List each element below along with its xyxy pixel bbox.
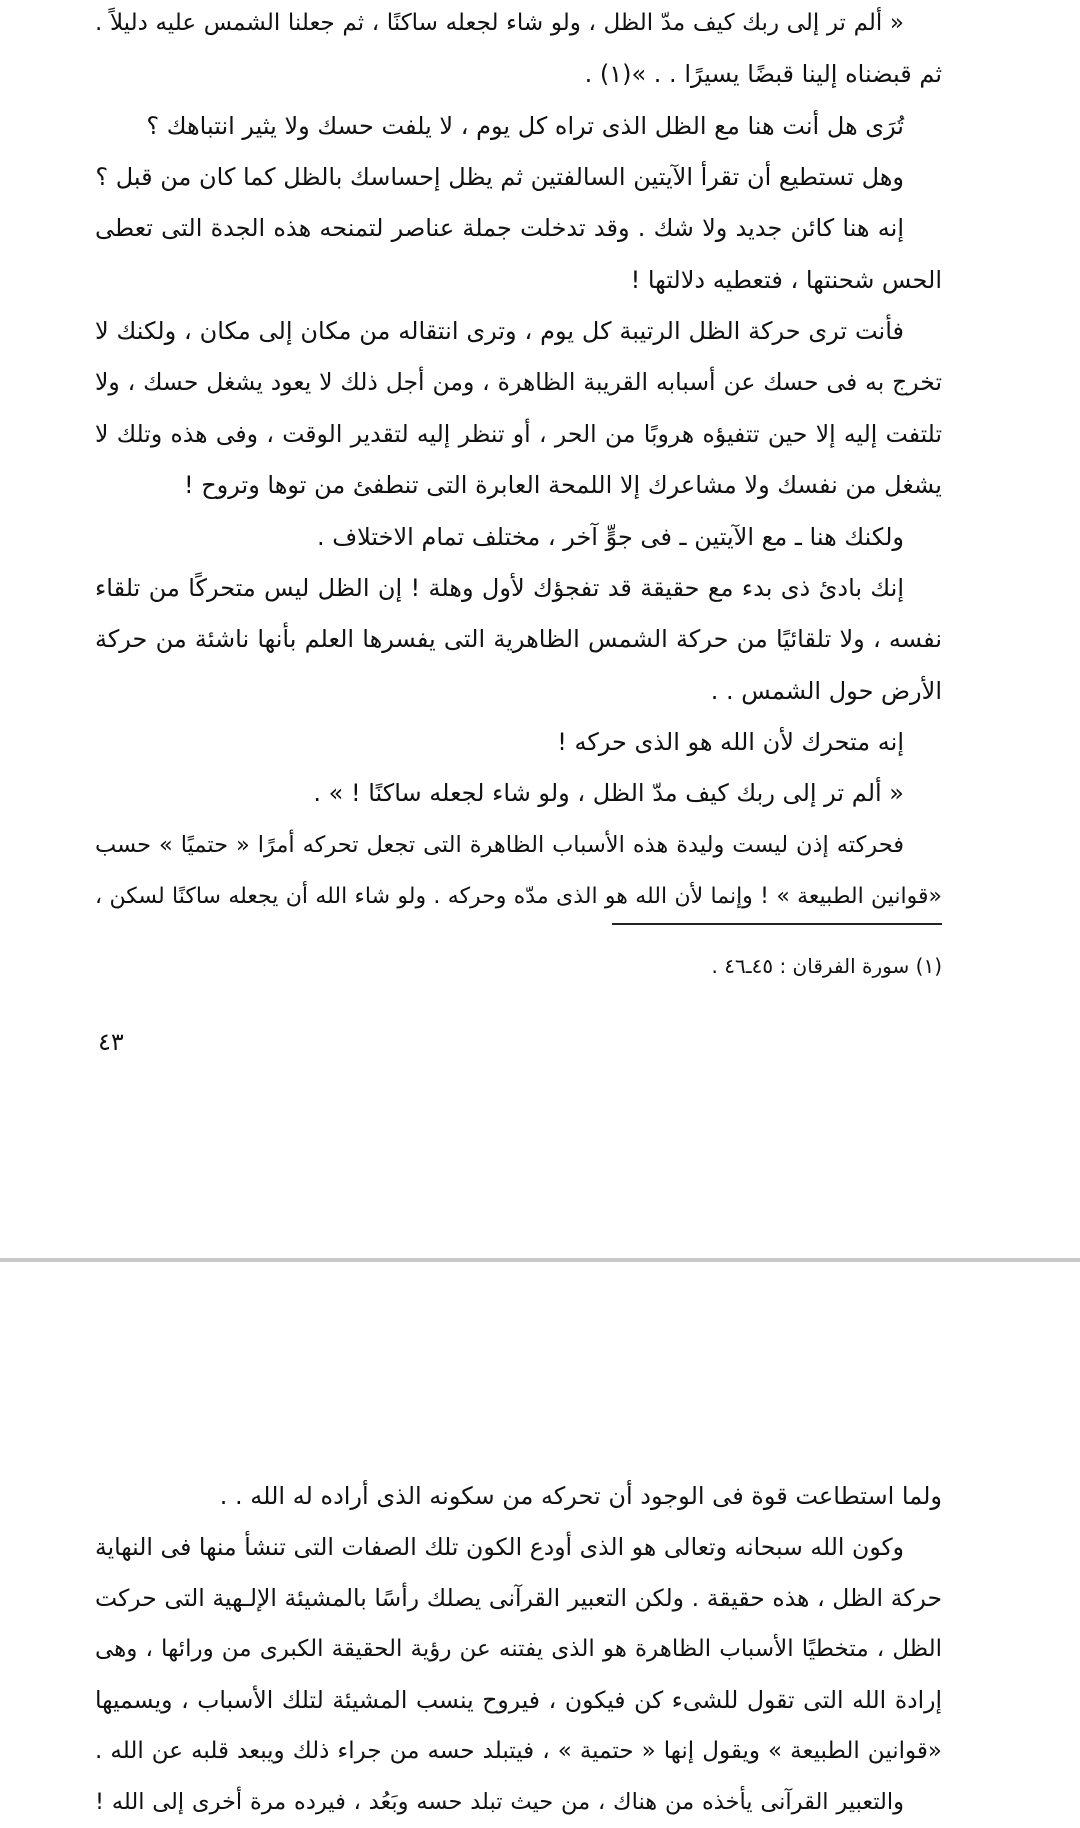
text-line: إنه متحرك لأن الله هو الذى حركه ! xyxy=(557,727,904,756)
page-number: ٤٣ xyxy=(98,1028,124,1056)
text-line: ثم قبضناه إلينا قبضًا يسيرًا . . »(١) . xyxy=(584,60,942,89)
text-line: الأرض حول الشمس . . xyxy=(710,676,942,705)
text-line: الحس شحنتها ، فتعطيه دلالتها ! xyxy=(630,265,942,294)
text-line: «قوانين الطبيعة » ! وإنما لأن الله هو الذى مدّه وحركه . ولو شاء الله أن يجعله ساكنًا لسكن ، xyxy=(95,883,942,909)
text-line: إنه هنا كائن جديد ولا شك . وقد تدخلت جملة عناصر لتمنحه هذه الجدة التى تعطى xyxy=(95,214,904,243)
text-line: ولكنك هنا ـ مع الآيتين ـ فى جوٍّ آخر ، مختلف تمام الاختلاف . xyxy=(316,522,904,551)
text-line: وكون الله سبحانه وتعالى هو الذى أودع الكون تلك الصفات التى تنشأ منها فى النهاية xyxy=(95,1533,904,1561)
text-line: والتعبير القرآنى يأخذه من هناك ، من حيث تبلد حسه وبَعُد ، فيرده مرة أخرى إلى الله ! xyxy=(95,1789,904,1815)
text-line: الظل ، متخطيًا الأسباب الظاهرة هو الذى يفتنه عن رؤية الحقيقة الكبرى من ورائها ، وهى xyxy=(95,1636,942,1662)
text-line: نفسه ، ولا تلقائيًا من حركة الشمس الظاهرية التى يفسرها العلم بأنها ناشئة من حركة xyxy=(95,625,942,654)
text-line: إنك بادئ ذى بدء مع حقيقة قد تفجؤك لأول وهلة ! إن الظل ليس متحركًا من تلقاء xyxy=(95,573,904,602)
book-page-44 xyxy=(0,1266,1080,1824)
text-line: تُرَى هل أنت هنا مع الظل الذى تراه كل يوم ، لا يلفت حسك ولا يثير انتباهك ؟ xyxy=(146,111,904,140)
footnote-divider xyxy=(612,923,942,925)
text-line: ولما استطاعت قوة فى الوجود أن تحركه من سكونه الذى أراده له الله . . xyxy=(219,1482,942,1510)
text-line: إرادة الله التى تقول للشىء كن فيكون ، فيروح ينسب المشيئة لتلك الأسباب ، ويسميها xyxy=(95,1686,942,1714)
text-line: فحركته إذن ليست وليدة هذه الأسباب الظاهرة التى تجعل تحركه أمرًا « حتميًا » حسب xyxy=(95,831,904,858)
text-line: « ألم تر إلى ربك كيف مدّ الظل ، ولو شاء لجعله ساكنًا ! » . xyxy=(313,779,904,808)
page-separator xyxy=(0,1258,1080,1262)
text-line: وهل تستطيع أن تقرأ الآيتين السالفتين ثم يظل إحساسك بالظل كما كان من قبل ؟ xyxy=(95,163,904,192)
text-line: تلتفت إليه إلا حين تتفيؤه هروبًا من الحر ، أو تنظر إليه لتقدير الوقت ، وفى هذه وتلك لا xyxy=(95,419,942,448)
text-line: فأنت ترى حركة الظل الرتيبة كل يوم ، وترى انتقاله من مكان إلى مكان ، ولكنك لا xyxy=(95,317,904,346)
footnote: (١) سورة الفرقان : ٤٥ـ٤٦ . xyxy=(711,954,942,978)
text-line: «قوانين الطبيعة » ويقول إنها « حتمية » ، فيتبلد حسه من جراء ذلك ويبعد قلبه عن الله . xyxy=(95,1738,942,1764)
text-line: يشغل من نفسك ولا مشاعرك إلا اللمحة العابرة التى تنطفئ من توها وتروح ! xyxy=(183,471,942,500)
text-line: تخرج به فى حسك عن أسبابه القريبة الظاهرة ، ومن أجل ذلك لا يعود يشغل حسك ، ولا xyxy=(95,368,942,397)
text-line: حركة الظل ، هذه حقيقة . ولكن التعبير القرآنى يصلك رأسًا بالمشيئة الإلـهية التى حركت xyxy=(95,1584,942,1612)
text-line: « ألم تر إلى ربك كيف مدّ الظل ، ولو شاء لجعله ساكنًا ، ثم جعلنا الشمس عليه دليلاً . xyxy=(95,10,904,36)
